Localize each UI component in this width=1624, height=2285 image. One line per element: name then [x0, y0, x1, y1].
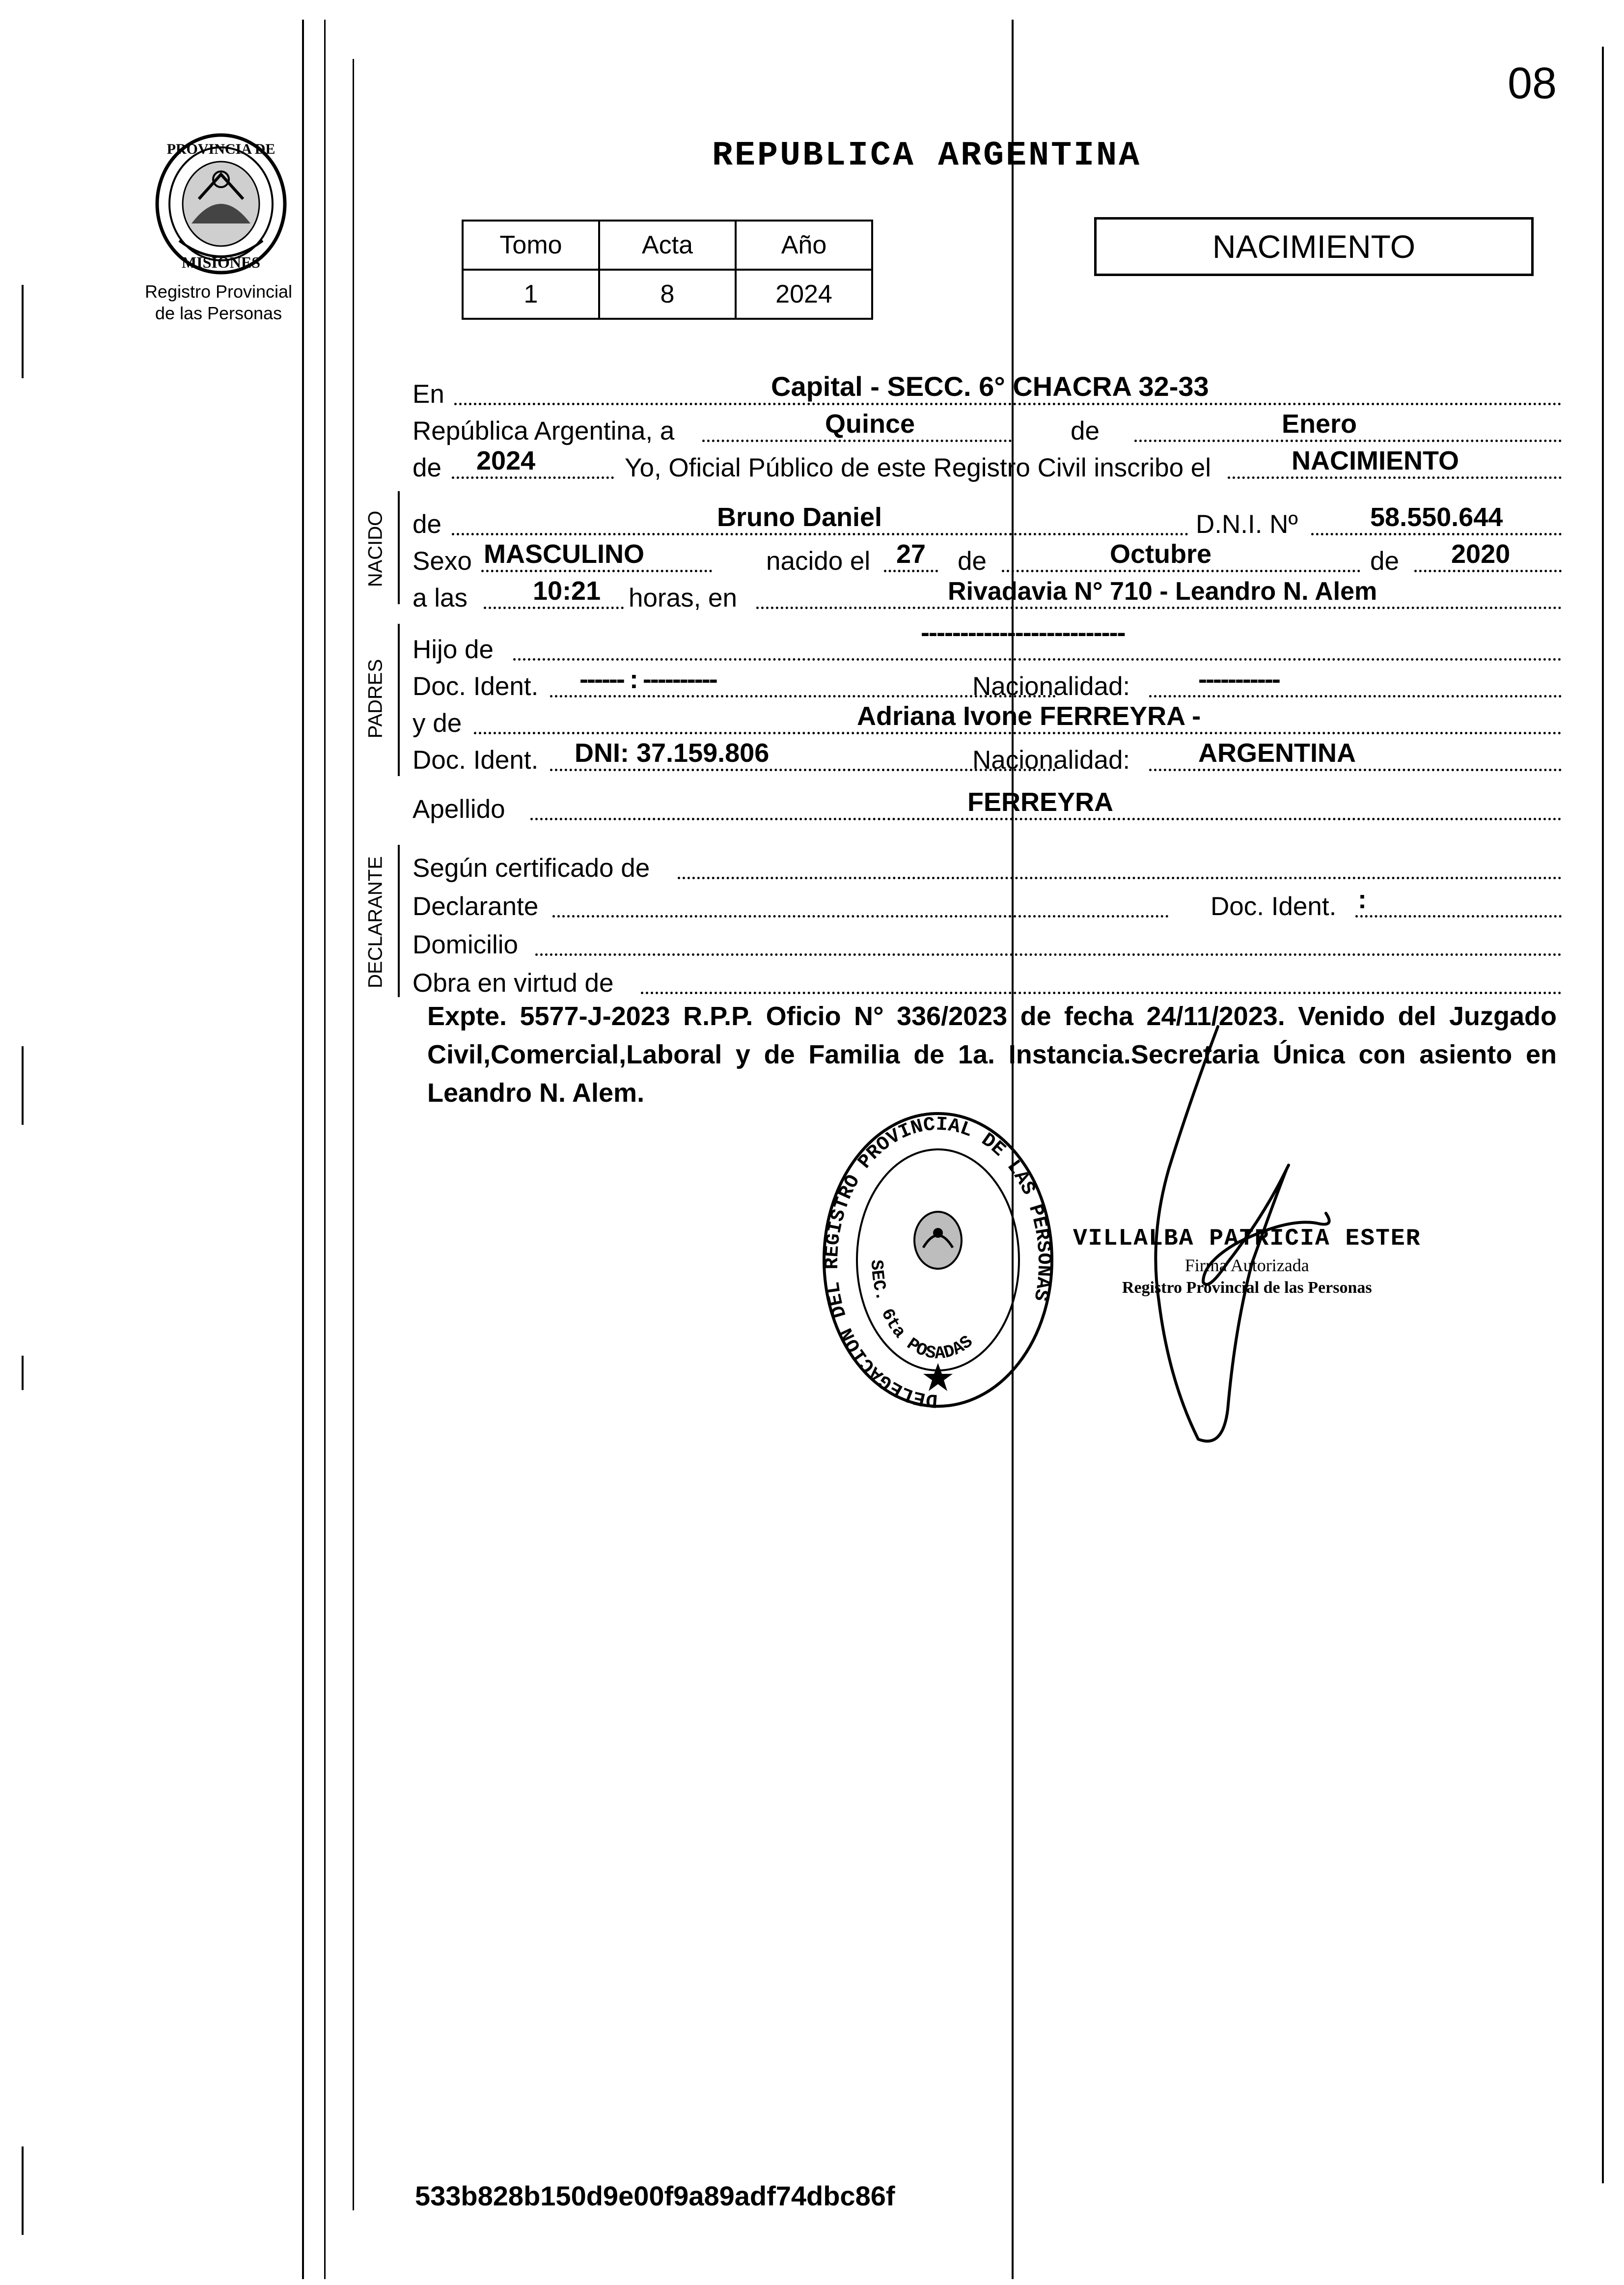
- padres-mother-nationality: ARGENTINA: [1198, 738, 1356, 768]
- reference-header-tomo: Tomo: [463, 221, 599, 270]
- nacido-sexo-label: Sexo: [413, 547, 472, 576]
- declarante-label: Declarante: [413, 892, 539, 921]
- intro-year-value: 2024: [476, 446, 536, 475]
- document-hash: 533b828b150d9e00f9a89adf74dbc86f: [415, 2180, 895, 2211]
- document-title: REPUBLICA ARGENTINA: [712, 137, 1142, 175]
- padres-father-doc-row: [413, 665, 1562, 702]
- intro-officer-row: [413, 446, 1562, 484]
- padres-nationality-label-2: Nacionalidad:: [972, 746, 1130, 775]
- seal-outer-text: DELEGACION DEL REGISTRO PROVINCIAL DE LAS PERSONAS: [821, 1114, 1055, 1411]
- signer-organization: Registro Provincial de las Personas: [1122, 1279, 1372, 1297]
- padres-doc-label: Doc. Ident.: [413, 672, 539, 701]
- nacido-de-label-2: de: [958, 547, 987, 576]
- nacido-name-row: [413, 502, 1562, 540]
- nacido-birth-place: Rivadavia N° 710 - Leandro N. Alem: [948, 577, 1377, 606]
- signer-block: [1073, 1226, 1421, 1297]
- observation-note: Expte. 5577-J-2023 R.P.P. Oficio N° 336/2023 de fecha 24/11/2023. Venido del Juzgado Civil,Comercial,Laboral y de Familia de 1a. Instancia.Secretaria Única con asiento en Leandro N. Alem.: [427, 1002, 1557, 1108]
- nacido-birth-year: 2020: [1451, 539, 1511, 569]
- registry-caption-line1: Registro Provincial: [144, 281, 293, 302]
- margin-line: [353, 59, 354, 2210]
- declarante-bracket: [398, 845, 400, 997]
- nacido-name-value: Bruno Daniel: [717, 502, 882, 532]
- signer-name: VILLALBA PATRICIA ESTER: [1073, 1226, 1421, 1252]
- reference-header-ano: Año: [736, 221, 872, 270]
- provincial-emblem: [150, 125, 292, 278]
- intro-place-value: Capital - SECC. 6° CHACRA 32-33: [771, 371, 1209, 402]
- apellido-value: FERREYRA: [967, 787, 1114, 817]
- edge-mark: [22, 285, 24, 378]
- intro-day-value: Quince: [825, 409, 915, 439]
- edge-mark: [22, 1046, 24, 1125]
- official-seal: [818, 1108, 1058, 1412]
- reference-value-ano: 2024: [736, 270, 872, 319]
- padres-y-de-label: y de: [413, 709, 462, 738]
- declarante-name-row: [413, 885, 1562, 922]
- act-type-box: NACIMIENTO: [1094, 217, 1534, 276]
- intro-month-value: Enero: [1282, 409, 1357, 439]
- padres-father-doc: ------ : ----------: [579, 665, 716, 694]
- emblem-bottom-text: MISIONES: [181, 253, 261, 271]
- right-edge-line: [1602, 47, 1604, 2183]
- nacido-section-label: NACIDO: [364, 510, 386, 587]
- registry-caption-line2: de las Personas: [155, 303, 282, 323]
- padres-mother-name: Adriana Ivone FERREYRA -: [857, 701, 1201, 731]
- declarante-by-virtue-label: Obra en virtud de: [413, 969, 614, 998]
- reference-value-acta: 8: [599, 270, 736, 319]
- nacido-birth-day: 27: [896, 539, 926, 569]
- intro-republic-label: República Argentina, a: [413, 417, 675, 446]
- padres-father-row: [413, 618, 1562, 666]
- declarante-doc-label: Doc. Ident.: [1211, 892, 1337, 921]
- padres-doc-label-2: Doc. Ident.: [413, 746, 539, 775]
- nacido-sex-row: [413, 539, 1562, 577]
- padres-bracket: [398, 624, 400, 776]
- binding-line-inner: [324, 20, 326, 2279]
- edge-mark: [22, 1356, 24, 1390]
- signer-role: Firma Autorizada: [1184, 1255, 1309, 1275]
- nacido-birth-month: Octubre: [1110, 539, 1212, 569]
- padres-father-name: --------------------------: [921, 618, 1125, 647]
- page-number: 08: [1508, 59, 1557, 108]
- nacido-sexo-value: MASCULINO: [484, 539, 644, 569]
- nacido-de-label-3: de: [1370, 547, 1399, 576]
- nacido-time-row: [413, 576, 1562, 614]
- intro-act-value: NACIMIENTO: [1292, 446, 1459, 475]
- declarante-domicile-row: [413, 926, 1562, 961]
- nacido-de-label: de: [413, 510, 441, 539]
- intro-place-row: [413, 371, 1562, 410]
- padres-nationality-label: Nacionalidad:: [972, 672, 1130, 701]
- declarante-domicile-label: Domicilio: [413, 930, 518, 959]
- apellido-label: Apellido: [413, 795, 505, 824]
- nacido-dni-label: D.N.I. Nº: [1196, 510, 1298, 539]
- intro-de-label-2: de: [413, 453, 441, 482]
- nacido-born-label: nacido el: [766, 547, 871, 576]
- declarante-certificate-row: [413, 850, 1562, 884]
- padres-mother-row: [413, 701, 1562, 739]
- padres-section-label: PADRES: [364, 659, 386, 739]
- intro-en-label: En: [413, 380, 444, 409]
- intro-officer-text: Yo, Oficial Público de este Registro Civil inscribo el: [625, 453, 1211, 482]
- intro-date-row: [413, 409, 1562, 447]
- seal-emblem: [914, 1212, 962, 1269]
- padres-mother-doc-row: [413, 738, 1562, 776]
- intro-de-label: de: [1071, 417, 1100, 446]
- reference-table: [462, 220, 873, 320]
- reference-header-acta: Acta: [599, 221, 736, 270]
- declarante-by-virtue-row: [413, 965, 1562, 999]
- edge-mark: [22, 2146, 24, 2235]
- nacido-time-value: 10:21: [533, 576, 601, 606]
- padres-father-nationality: -----------: [1198, 665, 1279, 694]
- padres-mother-doc: DNI: 37.159.806: [575, 738, 770, 768]
- emblem-top-text: PROVINCIA DE: [166, 141, 275, 157]
- padres-hijo-label: Hijo de: [413, 635, 494, 664]
- nacido-time-label: a las: [413, 584, 468, 613]
- declarante-section-label: DECLARANTE: [364, 856, 386, 988]
- binding-line-left: [302, 20, 304, 2279]
- declarante-certificate-label: Según certificado de: [413, 854, 650, 883]
- nacido-bracket: [398, 491, 400, 604]
- nacido-hours-label: horas, en: [629, 584, 737, 613]
- apellido-row: [413, 787, 1562, 825]
- seal-inner-text: SEC. 6ta POSADAS: [866, 1259, 977, 1364]
- reference-value-tomo: 1: [463, 270, 599, 319]
- registry-caption: [133, 281, 304, 324]
- nacido-dni-value: 58.550.644: [1370, 502, 1503, 532]
- declarante-doc-value: :: [1358, 885, 1367, 914]
